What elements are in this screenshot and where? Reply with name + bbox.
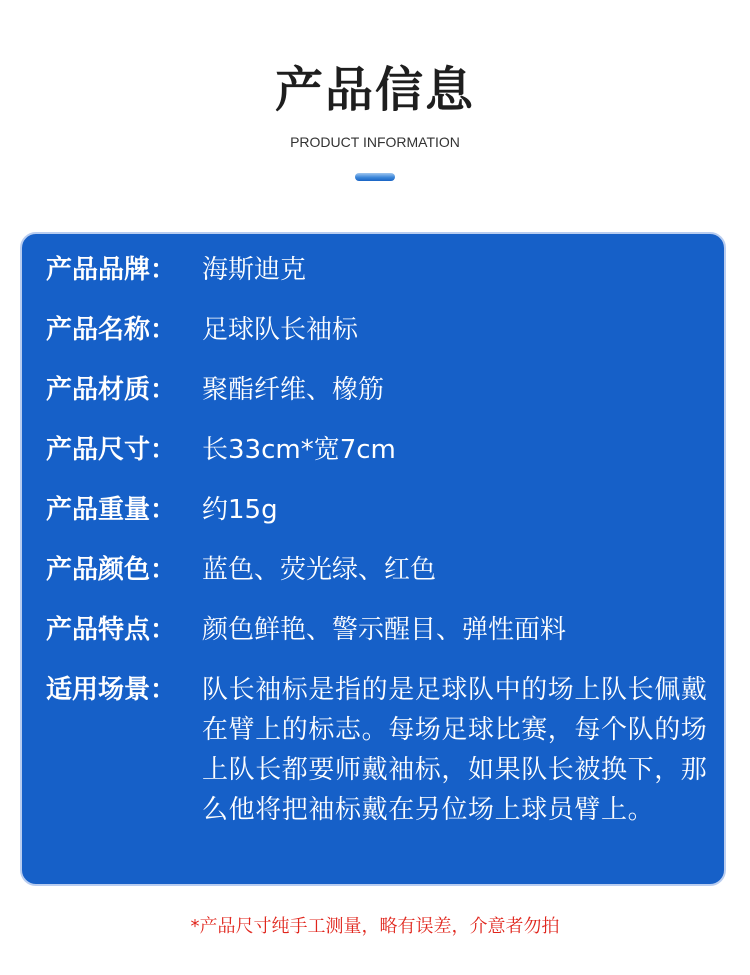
- info-value: 海斯迪克: [202, 255, 307, 285]
- product-info-panel: [20, 232, 726, 886]
- page-title: 产品信息: [274, 62, 475, 118]
- info-label: 产品材质：: [46, 375, 177, 405]
- info-label: 产品品牌：: [46, 255, 177, 285]
- info-label: 适用场景：: [46, 675, 177, 705]
- info-value: 队长袖标是指的是足球队中的场上队长佩戴在臂上的标志。每场足球比赛，每个队的场上队长都要师戴袖标，如果队长被换下，那么他将把袖标戴在另位场上球员臂上。: [202, 675, 708, 825]
- info-value: 足球队长袖标: [202, 315, 359, 345]
- info-value: 约15g: [202, 495, 278, 525]
- footnote-disclaimer: *产品尺寸纯手工测量，略有误差，介意者勿拍: [190, 916, 560, 937]
- page-subtitle: PRODUCT INFORMATION: [290, 134, 460, 150]
- title-divider: [355, 173, 395, 181]
- info-value: 颜色鲜艳、警示醒目、弹性面料: [202, 615, 567, 645]
- info-label: 产品尺寸：: [46, 435, 177, 465]
- info-value: 蓝色、荧光绿、红色: [202, 555, 437, 585]
- info-value: 聚酯纤维、橡筋: [202, 375, 385, 405]
- info-value: 长33cm*宽7cm: [202, 435, 396, 465]
- info-label: 产品特点：: [46, 615, 177, 645]
- info-label: 产品名称：: [46, 315, 177, 345]
- info-label: 产品重量：: [46, 495, 177, 525]
- info-label: 产品颜色：: [46, 555, 177, 585]
